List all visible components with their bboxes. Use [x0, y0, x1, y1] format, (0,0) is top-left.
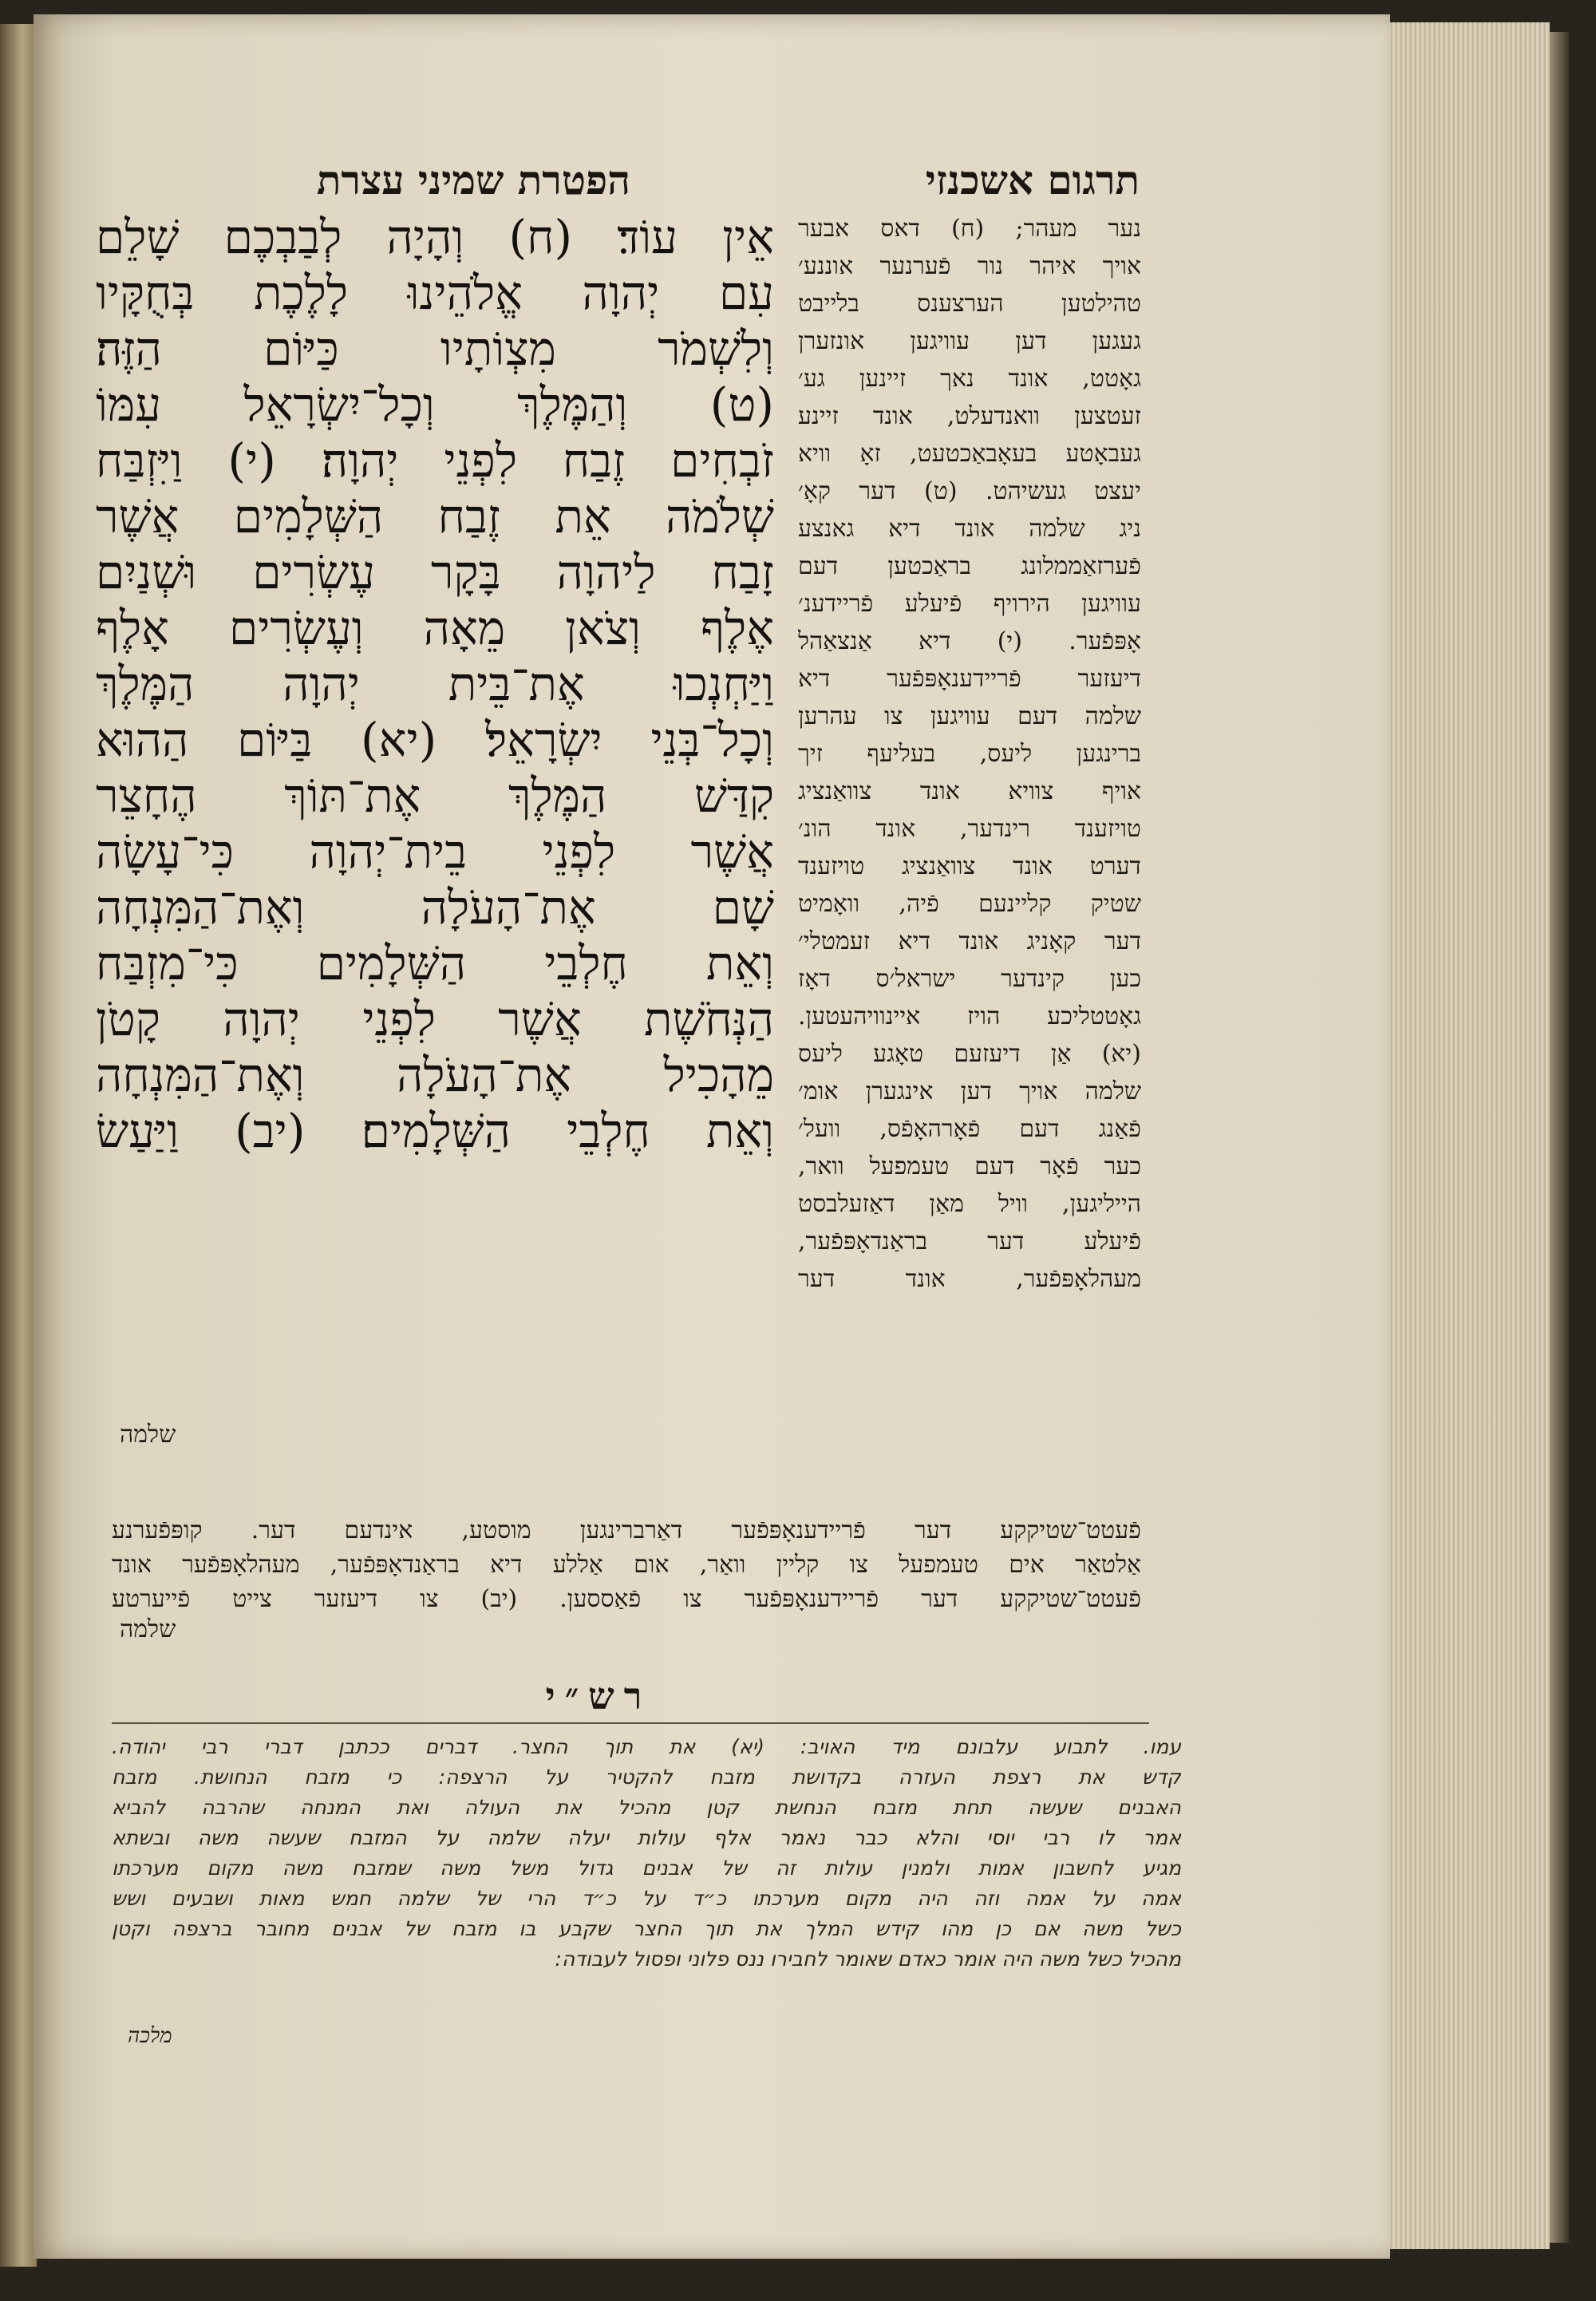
cover-edge — [1550, 32, 1569, 2243]
targum-line: דיעזער פֿריידענאָפּפֿער דיא — [798, 665, 1141, 693]
hebrew-line: וְאֵת חֶלְבֵי הַשְּׁלָמִים כִּי־מִזְבַּח — [96, 936, 774, 990]
rashi-line: אמה על אמה וזה היה מקום מערכתו כ״ד על כ״ד הרי של שלמה חמש מאות ושבעים ושש — [112, 1887, 1181, 1910]
rashi-heading: רש״י — [545, 1674, 652, 1718]
targum-line: עוויגען הירויף פֿיעלע פֿריידענ׳ — [798, 590, 1141, 618]
targum-line: פֿערזאַממלונג בראַכטען דעם — [798, 552, 1141, 580]
targum-line: זעטצען וואנדעלט, אונד זיינע — [798, 402, 1141, 430]
rashi-catchword: מלכה — [128, 2024, 172, 2048]
hebrew-line: וַיַּחְנְכוּ אֶת־בֵּית יְהוָה הַמֶּלֶךְ — [96, 657, 774, 711]
rashi-line: כשל משה אם כן מהו קידש המלך את תוך החצר שקבע בו מזבח של אבנים מחובר ברצפה וקטן — [112, 1917, 1181, 1940]
targum-line: אויך איהר נור פֿערנער אוננע׳ — [798, 252, 1141, 280]
targum-line: (יא) אַן דיעזעם טאָגע ליעס — [798, 1040, 1141, 1068]
targum-line: כען קינדער ישראל׳ס דאָז — [798, 965, 1141, 993]
targum-catchword: שלמה — [120, 1615, 176, 1643]
targum-line: געגען דען עוויגען אונזערן — [798, 327, 1141, 355]
hebrew-line: שָׁם אֶת־הָעֹלָה וְאֶת־הַמִּנְחָה — [96, 880, 774, 935]
targum-line: שלמה אויך דען אינגערן אומ׳ — [798, 1077, 1141, 1105]
hebrew-catchword: שלמה — [120, 1421, 176, 1449]
targum-line: גאָטטליכע הויז איינוויהעטען. — [798, 1002, 1141, 1030]
hebrew-line: וְאֵת חֶלְבֵי הַשְּׁלָמִים׃ (יב) וַיַּעַשׂ — [96, 1104, 774, 1158]
hebrew-line: הַנְּחֹשֶׁת אֲשֶׁר לִפְנֵי יְהוָה קָטֹן — [96, 992, 774, 1046]
targum-line: ברינגען ליעס, בעליעף זיך — [798, 740, 1141, 768]
targum-line: מעהלאָפּפֿער, אונד דער — [798, 1265, 1141, 1293]
hebrew-line: זָבַח לַיהוָה בָּקָר עֶשְׂרִים וּשְׁנַיִם — [96, 545, 774, 599]
targum-line: שלמה דעם עוויגען צו עהרען — [798, 702, 1141, 730]
targum-full-line: פֿעטט־שטיקקע דער פֿריידענאָפּפֿער דאַרברינגען מוסטע, אינדעם דער. קופּפֿערנע — [112, 1516, 1141, 1544]
hebrew-line: וְכָל־בְּנֵי יִשְׂרָאֵל׃ (יא) בַּיּוֹם הַהוּא — [96, 713, 774, 767]
hebrew-line: וְלִשְׁמֹר מִצְוֹתָיו כַּיּוֹם הַזֶּה׃ — [96, 322, 774, 376]
hebrew-text-column — [96, 209, 774, 1159]
rashi-line: האבנים שעשה תחת מזבח הנחשת קטן מהכיל את העולה ואת המנחה שהרבה להביא — [112, 1796, 1181, 1819]
targum-line: גאָטט, אונד נאך זיינען גע׳ — [798, 365, 1141, 393]
targum-line: טהילטען הערצענס בלייבט — [798, 290, 1141, 318]
rashi-line: קדש את רצפת העזרה בקדושת מזבח להקטיר על הרצפה: כי מזבח הנחושת. מזבח — [112, 1765, 1181, 1789]
hebrew-line: מֵהָכִיל אֶת־הָעֹלָה וְאֶת־הַמִּנְחָה — [96, 1048, 774, 1102]
targum-line: ניג שלמה אונד דיא גאנצע — [798, 515, 1141, 543]
page-block-edges — [1390, 22, 1550, 2249]
hebrew-line: אֵין עוֹד׃ (ח) וְהָיָה לְבַבְכֶם שָׁלֵם — [96, 210, 774, 264]
targum-line: אָפּפֿער. (י) דיא אַנצאַהל — [798, 627, 1141, 655]
targum-line: דער קאָניג אונד דיא זעמטלי׳ — [798, 927, 1141, 955]
rashi-line: עמו. לתבוע עלבונם מיד האויב: (יא) את תוך החצר. דברים ככתבן דברי רבי יהודה. — [112, 1735, 1181, 1758]
rashi-line: מהכיל כשל משה היה אומר כאדם שאומר לחבירו ננס פלוני ופסול לעבודה: — [555, 1947, 1181, 1971]
targum-line: פֿאַנג דעם פֿאָרהאָפֿס, וועל׳ — [798, 1115, 1141, 1143]
targum-line: יעצט געשיהט. (ט) דער קאָ׳ — [798, 477, 1141, 505]
hebrew-line: שְׁלֹמֹה אֵת זֶבַח הַשְּׁלָמִים אֲשֶׁר — [96, 489, 774, 544]
targum-full-width-text — [112, 1513, 1141, 1616]
haftarah-heading: הפטרת שמיני עצרת — [316, 156, 630, 204]
targum-line: הייליגען, וויל מאַן דאַזעלבסט — [798, 1190, 1141, 1218]
targum-line: טויזענד רינדער, אונד הונ׳ — [798, 815, 1141, 843]
rashi-line: מגיע לחשבון אמות ולמנין עולות זה של אבנים גדול משל משה שמזבח משה מקום מערכתו — [112, 1856, 1181, 1880]
hebrew-line: (ט) וְהַמֶּלֶךְ וְכָל־יִשְׂרָאֵל עִמּוֹ — [96, 378, 774, 432]
hebrew-line: אֲשֶׁר לִפְנֵי בֵית־יְהוָה כִּי־עָשָׂה — [96, 824, 774, 879]
targum-line: דערט אונד צוואַנציג טויזענד — [798, 852, 1141, 880]
hebrew-line: אֶלֶף וְצֹאן מֵאָה וְעֶשְׂרִים אָלֶף — [96, 601, 774, 655]
targum-line: שטיק קליינעם פֿיה, וואָמיט — [798, 890, 1141, 918]
rashi-commentary — [112, 1732, 1181, 1975]
targum-line: כער פֿאָר דעם טעמפעל וואר, — [798, 1152, 1141, 1180]
targum-full-line: אַלטאַר אים טעמפעל צו קליין וואַר, אום אַללע דיא בראַנדאָפּפֿער, מעהלאָפּפֿער אונד — [112, 1551, 1141, 1579]
targum-line: פֿיעלע דער בראַנדאָפּפֿער, — [798, 1228, 1141, 1255]
rashi-divider — [112, 1722, 1149, 1724]
targum-text-column — [798, 210, 1141, 1298]
targum-heading: תרגום אשכנזי — [925, 156, 1140, 204]
targum-line: נער מעהר; (ח) דאס אבער — [798, 215, 1141, 243]
hebrew-line: זֹבְחִים זֶבַח לִפְנֵי יְהוָה׃ (י) וַיִּזְבַּח — [96, 433, 774, 488]
hebrew-line: עִם יְהוָה אֱלֹהֵינוּ לָלֶכֶת בְּחֻקָּיו — [96, 266, 774, 320]
left-page-edge — [0, 24, 37, 2267]
targum-line: געבאָטע בעאָבאַכטעט, זאָ וויא — [798, 440, 1141, 468]
rashi-line: אמר לו רבי יוסי והלא כבר נאמר אלף עולות יעלה שלמה על המזבח שעשה משה ובשתא — [112, 1826, 1181, 1849]
targum-full-line: פֿעטט־שטיקקע דער פֿריידענאָפּפֿער צו פֿאַססען. (יב) צו דיעזער צייט פֿייערטע — [112, 1585, 1141, 1613]
hebrew-line: קִדַּשׁ הַמֶּלֶךְ אֶת־תּוֹךְ הֶחָצֵר — [96, 769, 774, 823]
targum-line: אויף צוויא אונד צוואַנציג — [798, 777, 1141, 805]
